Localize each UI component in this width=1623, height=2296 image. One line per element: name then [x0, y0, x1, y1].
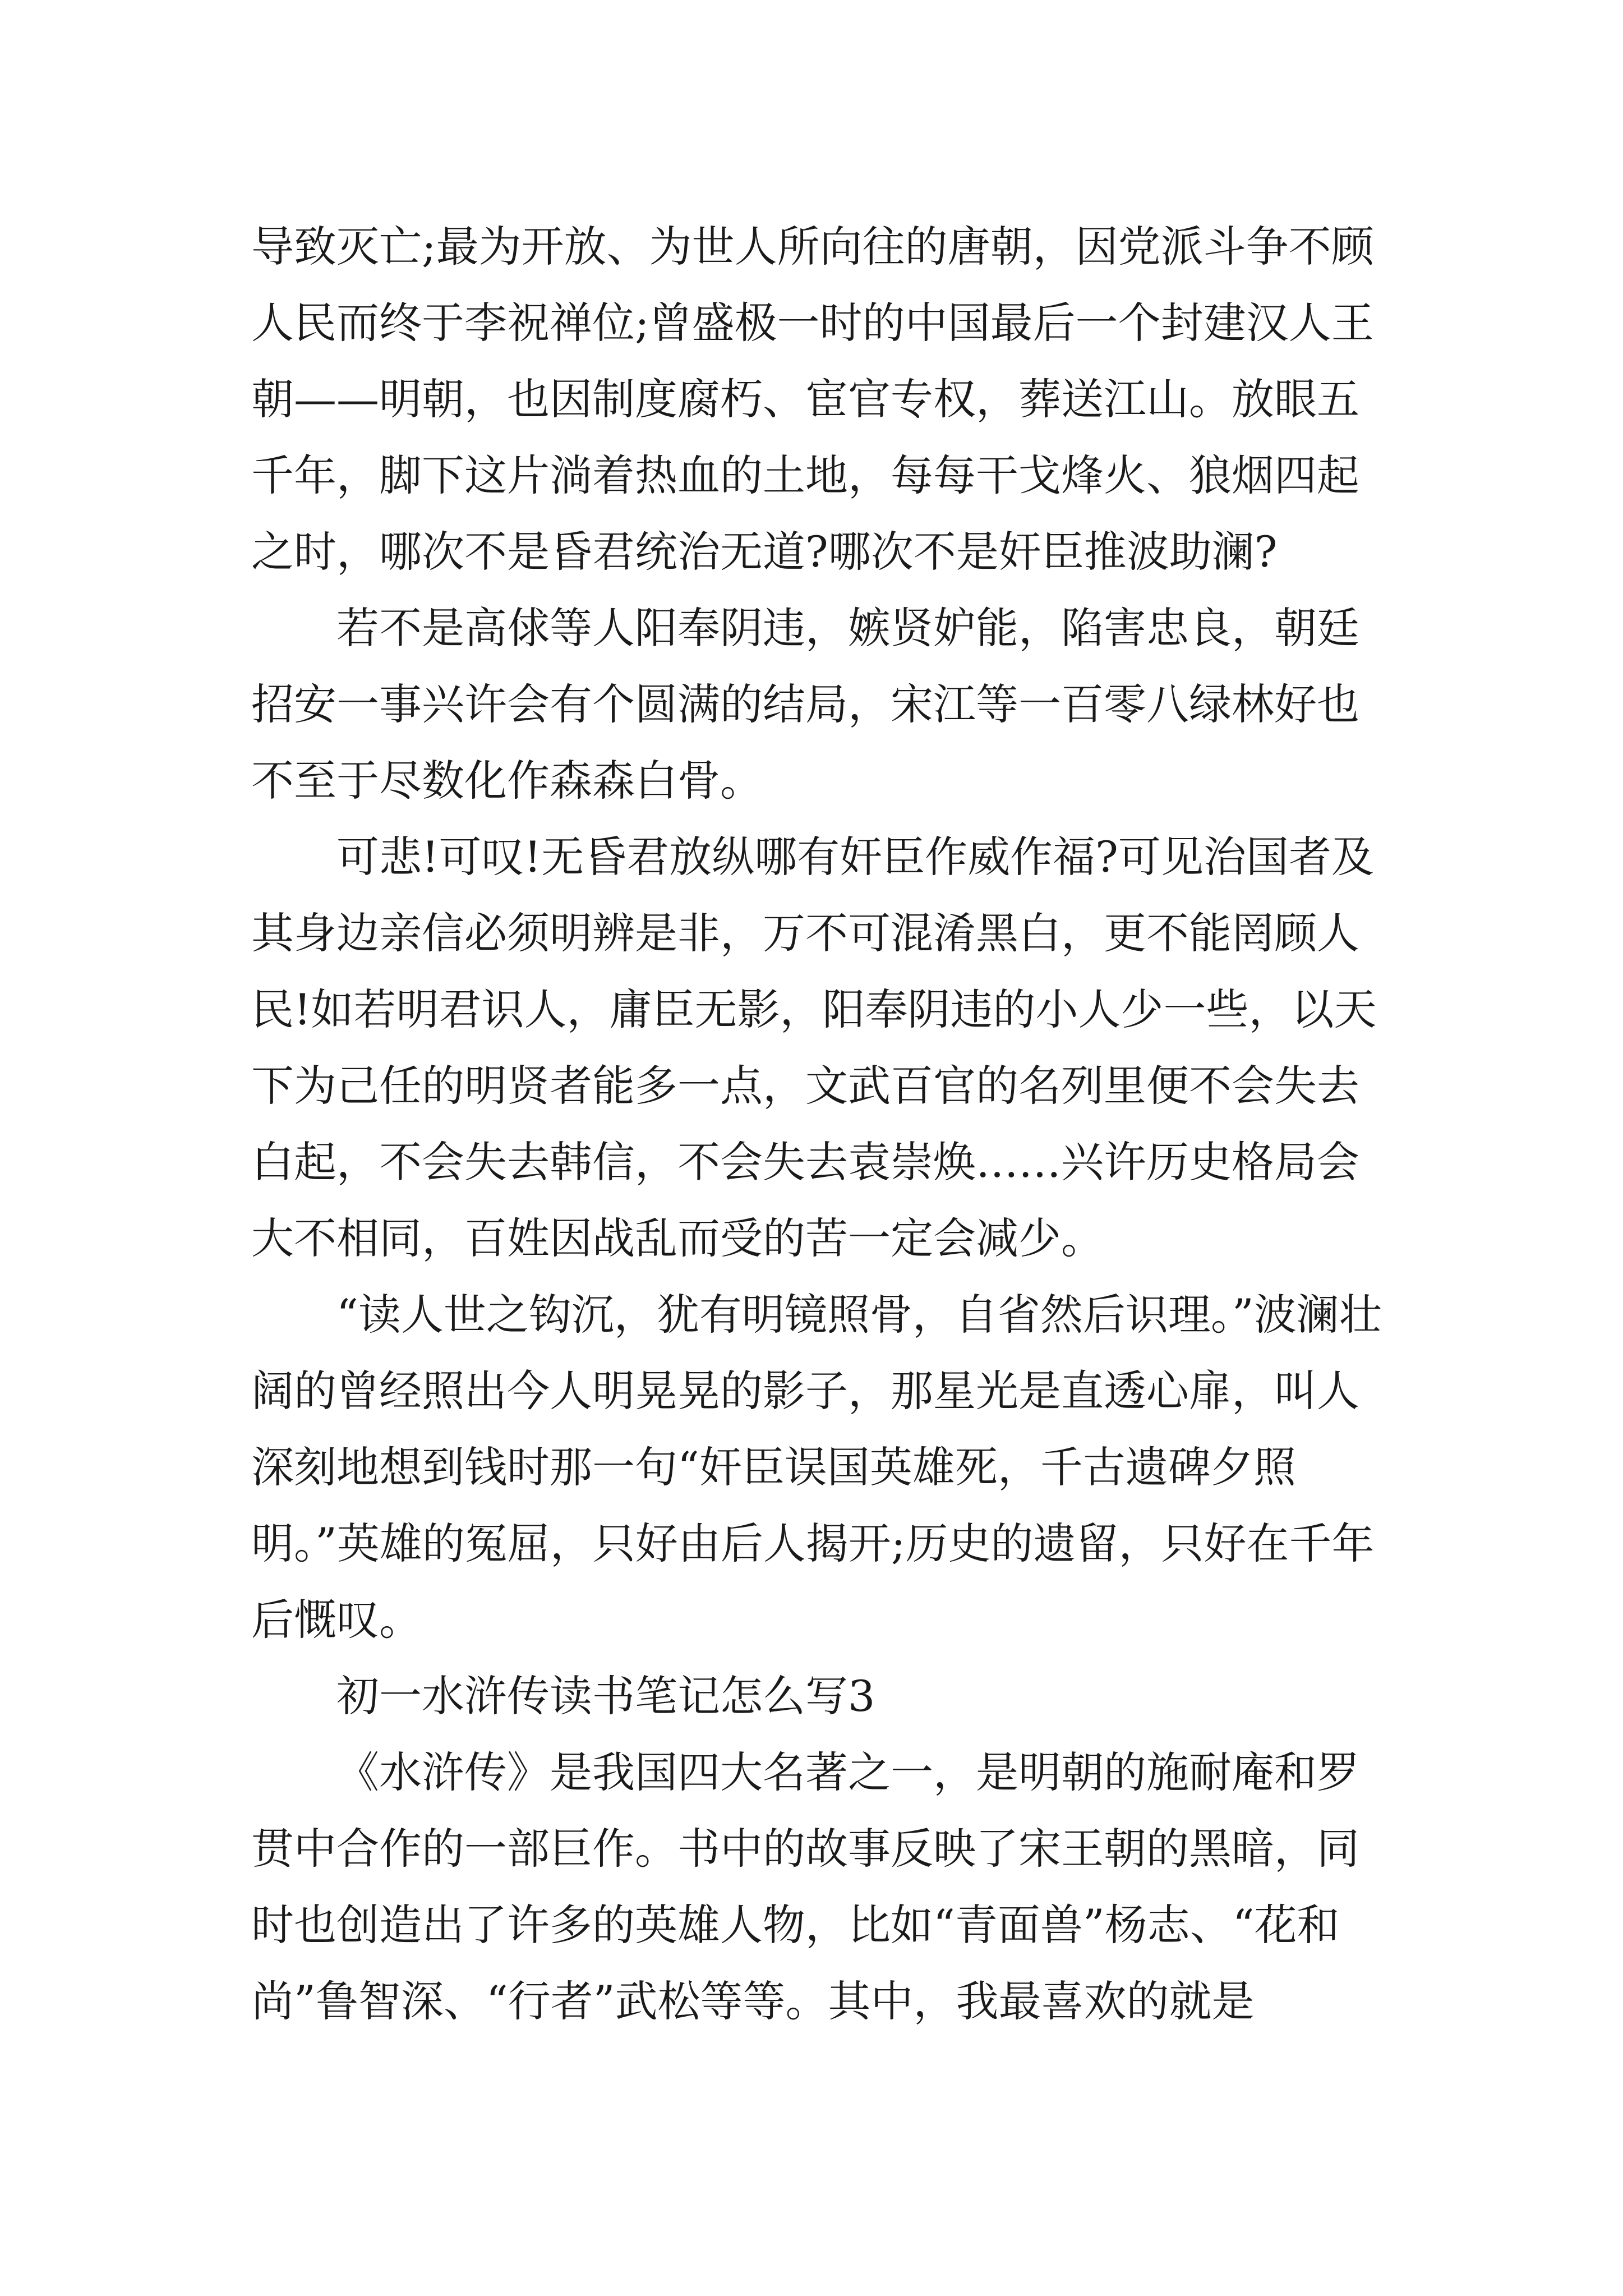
document-body — [251, 209, 1384, 2040]
paragraph: 《水浒传》是我国四大名著之一，是明朝的施耐庵和罗贯中合作的一部巨作。书中的故事反映了宋王朝的黑暗，同时也创造出了许多的英雄人物，比如“青面兽”杨志、“花和尚”鲁智深、“行者”武松等等。其中，我最喜欢的就是 — [251, 1747, 1359, 2026]
section-heading: 初一水浒传读书笔记怎么写3 — [336, 1671, 875, 1721]
paragraph-continued: 导致灭亡;最为开放、为世人所向往的唐朝，因党派斗争不顾人民而终于李祝禅位;曾盛极一时的中国最后一个封建汉人王朝——明朝，也因制度腐朽、宦官专权，葬送江山。放眼五千年，脚下这片淌着热血的土地，每每干戈烽火、狼烟四起之时，哪次不是昏君统治无道?哪次不是奸臣推波助澜? — [251, 222, 1374, 577]
paragraph: 若不是高俅等人阳奉阴违，嫉贤妒能，陷害忠良，朝廷招安一事兴许会有个圆满的结局，宋江等一百零八绿林好也不至于尽数化作森森白骨。 — [251, 603, 1359, 806]
paragraph: “读人世之钩沉，犹有明镜照骨，自省然后识理。”波澜壮阔的曾经照出今人明晃晃的影子，那星光是直透心扉，叫人深刻地想到钱时那一句“奸臣误国英雄死，千古遗碑夕照明。”英雄的冤屈，只好由后人揭开;历史的遗留，只好在千年后慨叹。 — [251, 1290, 1382, 1645]
paragraph: 可悲!可叹!无昏君放纵哪有奸臣作威作福?可见治国者及其身边亲信必须明辨是非，万不可混淆黑白，更不能罔顾人民!如若明君识人，庸臣无影，阳奉阴违的小人少一些，以天下为己任的明贤者能多一点，文武百官的名列里便不会失去白起，不会失去韩信，不会失去袁崇焕……兴许历史格局会大不相同，百姓因战乱而受的苦一定会减少。 — [251, 832, 1377, 1263]
